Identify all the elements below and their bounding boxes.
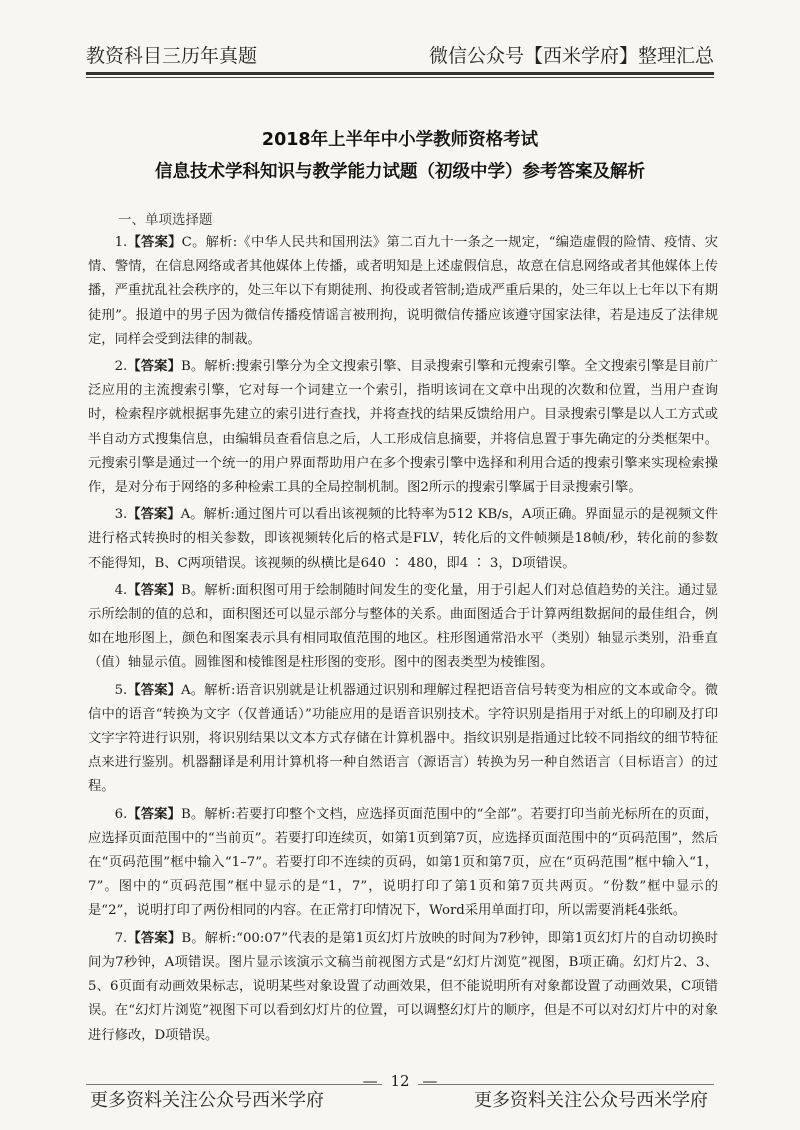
footer-left-promo: 更多资料关注公众号西米学府: [90, 1090, 324, 1111]
title-line-2: 信息技术学科知识与教学能力试题（初级中学）参考答案及解析: [155, 162, 645, 182]
answer-tag: 【答案】: [127, 507, 181, 523]
answer-explanation: B。解析:面积图可用于绘制随时间发生的变化量，用于引起人们对总值趋势的关注。通过显示所绘制的值的总和，面积图还可以显示部分与整体的关系。曲面图适合于计算两组数据间的最佳组合，例如在地形图上，颜色和图案表示具有相同取值范围的地区。柱形图通常沿水平（类别）轴显示类别，沿垂直（值）轴显示值。圆锥图和棱锥图是柱形图的变形。图中的图表类型为棱锥图。: [88, 582, 718, 671]
page-number: — 12 —: [362, 1072, 438, 1090]
section-heading: 一、单项选择题: [118, 212, 213, 228]
document-title: [0, 124, 800, 188]
title-line-1: 2018年上半年中小学教师资格考试: [261, 130, 539, 150]
answer-tag: 【答案】: [127, 235, 182, 250]
answer-tag: 【答案】: [127, 806, 181, 822]
question-number: 5.: [114, 682, 128, 698]
header-rule-thin: [86, 77, 714, 78]
answer-item-4: [88, 579, 718, 676]
answer-item-7: [88, 927, 718, 1048]
answer-tag: 【答案】: [127, 582, 181, 598]
answer-explanation: B。解析:“00:07”代表的是第1页幻灯片放映的时间为7秒钟，即第1页幻灯片的自动切换时间为7秒钟，A项错误。图片显示该演示文稿当前视图方式是“幻灯片浏览”视图，B项正确。幻灯片2、3、5、6页面有动画效果标志，说明某些对象设置了动画效果，但不能说明所有对象都设置了动画效果，C项错误。在“幻灯片浏览”视图下可以看到幻灯片的位置，可以调整幻灯片的顺序，但是不可以对幻灯片中的对象进行修改，D项错误。: [88, 930, 719, 1043]
question-number: 7.: [114, 930, 128, 946]
header-left-title: 教资科目三历年真题: [86, 45, 258, 67]
answer-explanation: B。解析:若要打印整个文档，应选择页面范围中的“全部”。若要打印当前光标所在的页面，应选择页面范围中的“当前页”。若要打印连续页，如第1页到第7页，应选择页面范围中的“页码范围”，然后在“页码范围”框中输入“1–7”。若要打印不连续的页码，如第1页和第7页，应在“页码范围”框中输入“1，7”。图中的“页码范围”框中显示的是“1，7”，说明打印了第1页和第7页共两页。“份数”框中显示的是“2”，说明打印了两份相同的内容。在正常打印情况下，Word采用单面打印，所以需要消耗4张纸。: [88, 806, 718, 919]
footer-right-promo: 更多资料关注公众号西米学府: [474, 1090, 708, 1111]
answer-tag: 【答案】: [127, 930, 182, 946]
question-number: 4.: [114, 582, 128, 598]
answer-item-3: [88, 503, 718, 576]
answer-item-1: [88, 231, 718, 352]
header-right-source: 微信公众号【西米学府】整理汇总: [428, 45, 714, 67]
page-number-value: 12: [382, 1072, 417, 1090]
question-number: 6.: [114, 806, 128, 822]
question-number: 2.: [114, 359, 128, 375]
page-header: [86, 38, 714, 68]
answer-item-2: [88, 355, 718, 500]
answer-item-5: [88, 679, 718, 800]
answer-list: [88, 231, 718, 1051]
header-rule-thick: [86, 72, 714, 75]
question-number: 1.: [114, 235, 128, 250]
answer-tag: 【答案】: [127, 359, 181, 375]
answer-item-6: [88, 803, 718, 924]
question-number: 3.: [114, 507, 128, 523]
answer-tag: 【答案】: [127, 682, 182, 698]
answer-explanation: C。解析:《中华人民共和国刑法》第二百九十一条之一规定，“编造虚假的险情、疫情、灾情、警情，在信息网络或者其他媒体上传播，或者明知是上述虚假信息，故意在信息网络或者其他媒体上传播，严重扰乱社会秩序的，处三年以下有期徒刑、拘役或者管制;造成严重后果的，处三年以上七年以下有期徒刑”。报道中的男子因为微信传播疫情谣言被刑拘，说明微信传播应该遵守国家法律，若是违反了法律规定，同样会受到法律的制裁。: [88, 235, 719, 347]
answer-explanation: A。解析:语音识别就是让机器通过识别和理解过程把语音信号转变为相应的文本或命令。微信中的语音“转换为文字（仅普通话）”功能应用的是语音识别技术。字符识别是指用于对纸上的印刷及打印文字字符进行识别，将识别结果以文本方式存储在计算机器中。指纹识别是指通过比较不同指纹的细节特征点来进行鉴别。机器翻译是利用计算机将一种自然语言（源语言）转换为另一种自然语言（目标语言）的过程。: [88, 682, 718, 795]
answer-explanation: A。解析:通过图片可以看出该视频的比特率为512 KB/s，A项正确。界面显示的是视频文件进行格式转换时的相关参数，即该视频转化后的格式是FLV，转化后的文件帧频是18帧/秒，转化前的参数不能得知，B、C两项错误。该视频的纵横比是640 ∶ 480，即4 ∶ 3，D项错误。: [88, 507, 718, 571]
answer-explanation: B。解析:搜索引擎分为全文搜索引擎、目录搜索引擎和元搜索引擎。全文搜索引擎是目前广泛应用的主流搜索引擎，它对每一个词建立一个索引，指明该词在文章中出现的次数和位置，当用户查询时，检索程序就根据事先建立的索引进行查找，并将查找的结果反馈给用户。目录搜索引擎是以人工方式或半自动方式搜集信息，由编辑员查看信息之后，人工形成信息摘要，并将信息置于事先确定的分类框架中。元搜索引擎是通过一个统一的用户界面帮助用户在多个搜索引擎中选择和利用合适的搜索引擎来实现检索操作，是对分布于网络的多种检索工具的全局控制机制。图2所示的搜索引擎属于目录搜索引擎。: [88, 359, 718, 496]
